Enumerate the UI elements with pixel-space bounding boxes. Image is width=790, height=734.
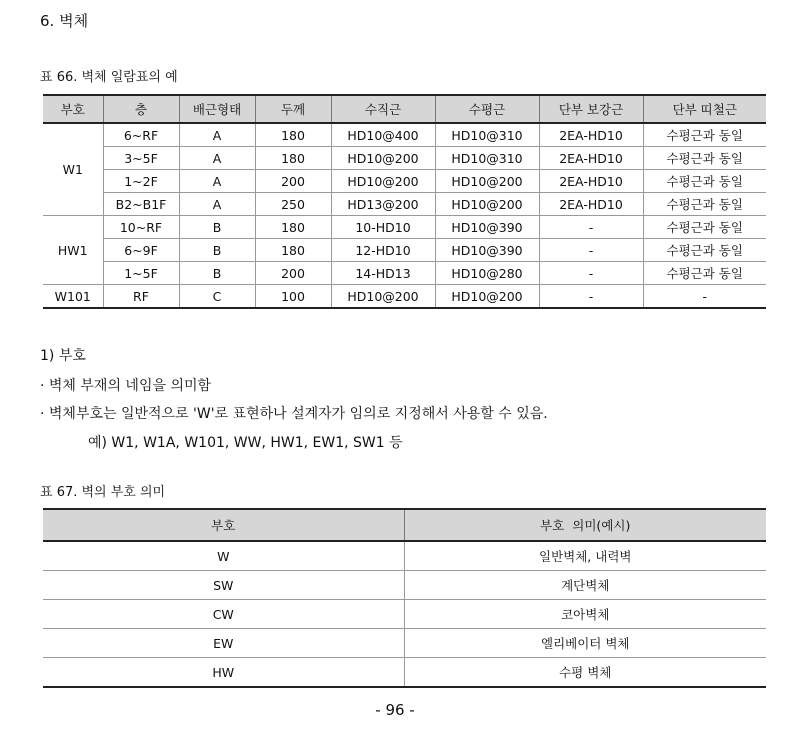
rebar-type-cell: A: [179, 123, 255, 147]
bullet-item: · 벽체부호는 일반적으로 'W'로 표현하나 설계자가 임의로 지정해서 사용할 수 있음.: [40, 406, 548, 422]
code-cell: CW: [43, 600, 404, 629]
col-header-code: 부호: [43, 95, 103, 123]
floor-cell: 6~9F: [103, 239, 179, 262]
col-header-thickness: 두께: [255, 95, 331, 123]
end-reinforcement-cell: 2EA-HD10: [539, 147, 643, 170]
wall-schedule-table: [43, 94, 766, 309]
horizontal-rebar-cell: HD10@280: [435, 262, 539, 285]
end-reinforcement-cell: -: [539, 239, 643, 262]
meaning-cell: 엘리베이터 벽체: [404, 629, 766, 658]
vertical-rebar-cell: HD13@200: [331, 193, 435, 216]
end-ties-cell: 수평근과 동일: [643, 262, 766, 285]
end-ties-cell: 수평근과 동일: [643, 147, 766, 170]
end-reinforcement-cell: 2EA-HD10: [539, 170, 643, 193]
end-ties-cell: 수평근과 동일: [643, 239, 766, 262]
end-ties-cell: 수평근과 동일: [643, 216, 766, 239]
floor-cell: 1~2F: [103, 170, 179, 193]
table-row: [43, 123, 766, 147]
vertical-rebar-cell: HD10@200: [331, 147, 435, 170]
table-row: [43, 600, 766, 629]
horizontal-rebar-cell: HD10@200: [435, 285, 539, 309]
table-row: [43, 216, 766, 239]
code-cell: HW1: [43, 216, 103, 285]
table-row: [43, 658, 766, 688]
table-header-row: [43, 95, 766, 123]
end-ties-cell: 수평근과 동일: [643, 193, 766, 216]
thickness-cell: 180: [255, 123, 331, 147]
vertical-rebar-cell: HD10@200: [331, 170, 435, 193]
end-ties-cell: 수평근과 동일: [643, 123, 766, 147]
table-row: [43, 285, 766, 309]
code-cell: W1: [43, 123, 103, 216]
table-row: [43, 239, 766, 262]
rebar-type-cell: A: [179, 147, 255, 170]
rebar-type-cell: A: [179, 193, 255, 216]
subheading-code: 1) 부호: [40, 348, 86, 364]
horizontal-rebar-cell: HD10@310: [435, 147, 539, 170]
meaning-cell: 일반벽체, 내력벽: [404, 541, 766, 571]
wall-code-meaning-table: [43, 508, 766, 688]
horizontal-rebar-cell: HD10@200: [435, 170, 539, 193]
rebar-type-cell: B: [179, 216, 255, 239]
table-row: [43, 571, 766, 600]
col-header-code: 부호: [43, 509, 404, 541]
floor-cell: 6~RF: [103, 123, 179, 147]
table-row: [43, 170, 766, 193]
code-cell: HW: [43, 658, 404, 688]
table-row: [43, 541, 766, 571]
thickness-cell: 180: [255, 147, 331, 170]
floor-cell: 3~5F: [103, 147, 179, 170]
rebar-type-cell: B: [179, 239, 255, 262]
end-reinforcement-cell: -: [539, 285, 643, 309]
thickness-cell: 100: [255, 285, 331, 309]
table67-caption: 표 67. 벽의 부호 의미: [40, 485, 166, 500]
code-cell: SW: [43, 571, 404, 600]
col-header-end-reinforcement: 단부 보강근: [539, 95, 643, 123]
vertical-rebar-cell: HD10@400: [331, 123, 435, 147]
end-reinforcement-cell: -: [539, 216, 643, 239]
end-ties-cell: 수평근과 동일: [643, 170, 766, 193]
floor-cell: RF: [103, 285, 179, 309]
floor-cell: 1~5F: [103, 262, 179, 285]
end-reinforcement-cell: 2EA-HD10: [539, 193, 643, 216]
end-ties-cell: -: [643, 285, 766, 309]
vertical-rebar-cell: 10-HD10: [331, 216, 435, 239]
thickness-cell: 180: [255, 239, 331, 262]
rebar-type-cell: A: [179, 170, 255, 193]
thickness-cell: 250: [255, 193, 331, 216]
table-header-row: [43, 509, 766, 541]
col-header-rebar-type: 배근형태: [179, 95, 255, 123]
horizontal-rebar-cell: HD10@310: [435, 123, 539, 147]
vertical-rebar-cell: 14-HD13: [331, 262, 435, 285]
horizontal-rebar-cell: HD10@390: [435, 216, 539, 239]
section-heading: 6. 벽체: [40, 12, 89, 30]
col-header-horizontal-rebar: 수평근: [435, 95, 539, 123]
col-header-end-ties: 단부 띠철근: [643, 95, 766, 123]
floor-cell: B2~B1F: [103, 193, 179, 216]
table66-caption: 표 66. 벽체 일람표의 예: [40, 70, 178, 85]
table-row: [43, 629, 766, 658]
example-line: 예) W1, W1A, W101, WW, HW1, EW1, SW1 등: [88, 435, 403, 451]
code-cell: EW: [43, 629, 404, 658]
rebar-type-cell: B: [179, 262, 255, 285]
page-number: - 96 -: [375, 701, 415, 719]
horizontal-rebar-cell: HD10@390: [435, 239, 539, 262]
table-row: [43, 193, 766, 216]
meaning-cell: 수평 벽체: [404, 658, 766, 688]
floor-cell: 10~RF: [103, 216, 179, 239]
end-reinforcement-cell: -: [539, 262, 643, 285]
code-cell: W101: [43, 285, 103, 309]
code-cell: W: [43, 541, 404, 571]
rebar-type-cell: C: [179, 285, 255, 309]
meaning-cell: 코아벽체: [404, 600, 766, 629]
vertical-rebar-cell: 12-HD10: [331, 239, 435, 262]
thickness-cell: 180: [255, 216, 331, 239]
col-header-meaning: 부호 의미(예시): [404, 509, 766, 541]
bullet-item: · 벽체 부재의 네임을 의미함: [40, 378, 212, 394]
thickness-cell: 200: [255, 262, 331, 285]
table-row: [43, 147, 766, 170]
thickness-cell: 200: [255, 170, 331, 193]
col-header-vertical-rebar: 수직근: [331, 95, 435, 123]
end-reinforcement-cell: 2EA-HD10: [539, 123, 643, 147]
table-row: [43, 262, 766, 285]
horizontal-rebar-cell: HD10@200: [435, 193, 539, 216]
meaning-cell: 계단벽체: [404, 571, 766, 600]
vertical-rebar-cell: HD10@200: [331, 285, 435, 309]
col-header-floor: 층: [103, 95, 179, 123]
